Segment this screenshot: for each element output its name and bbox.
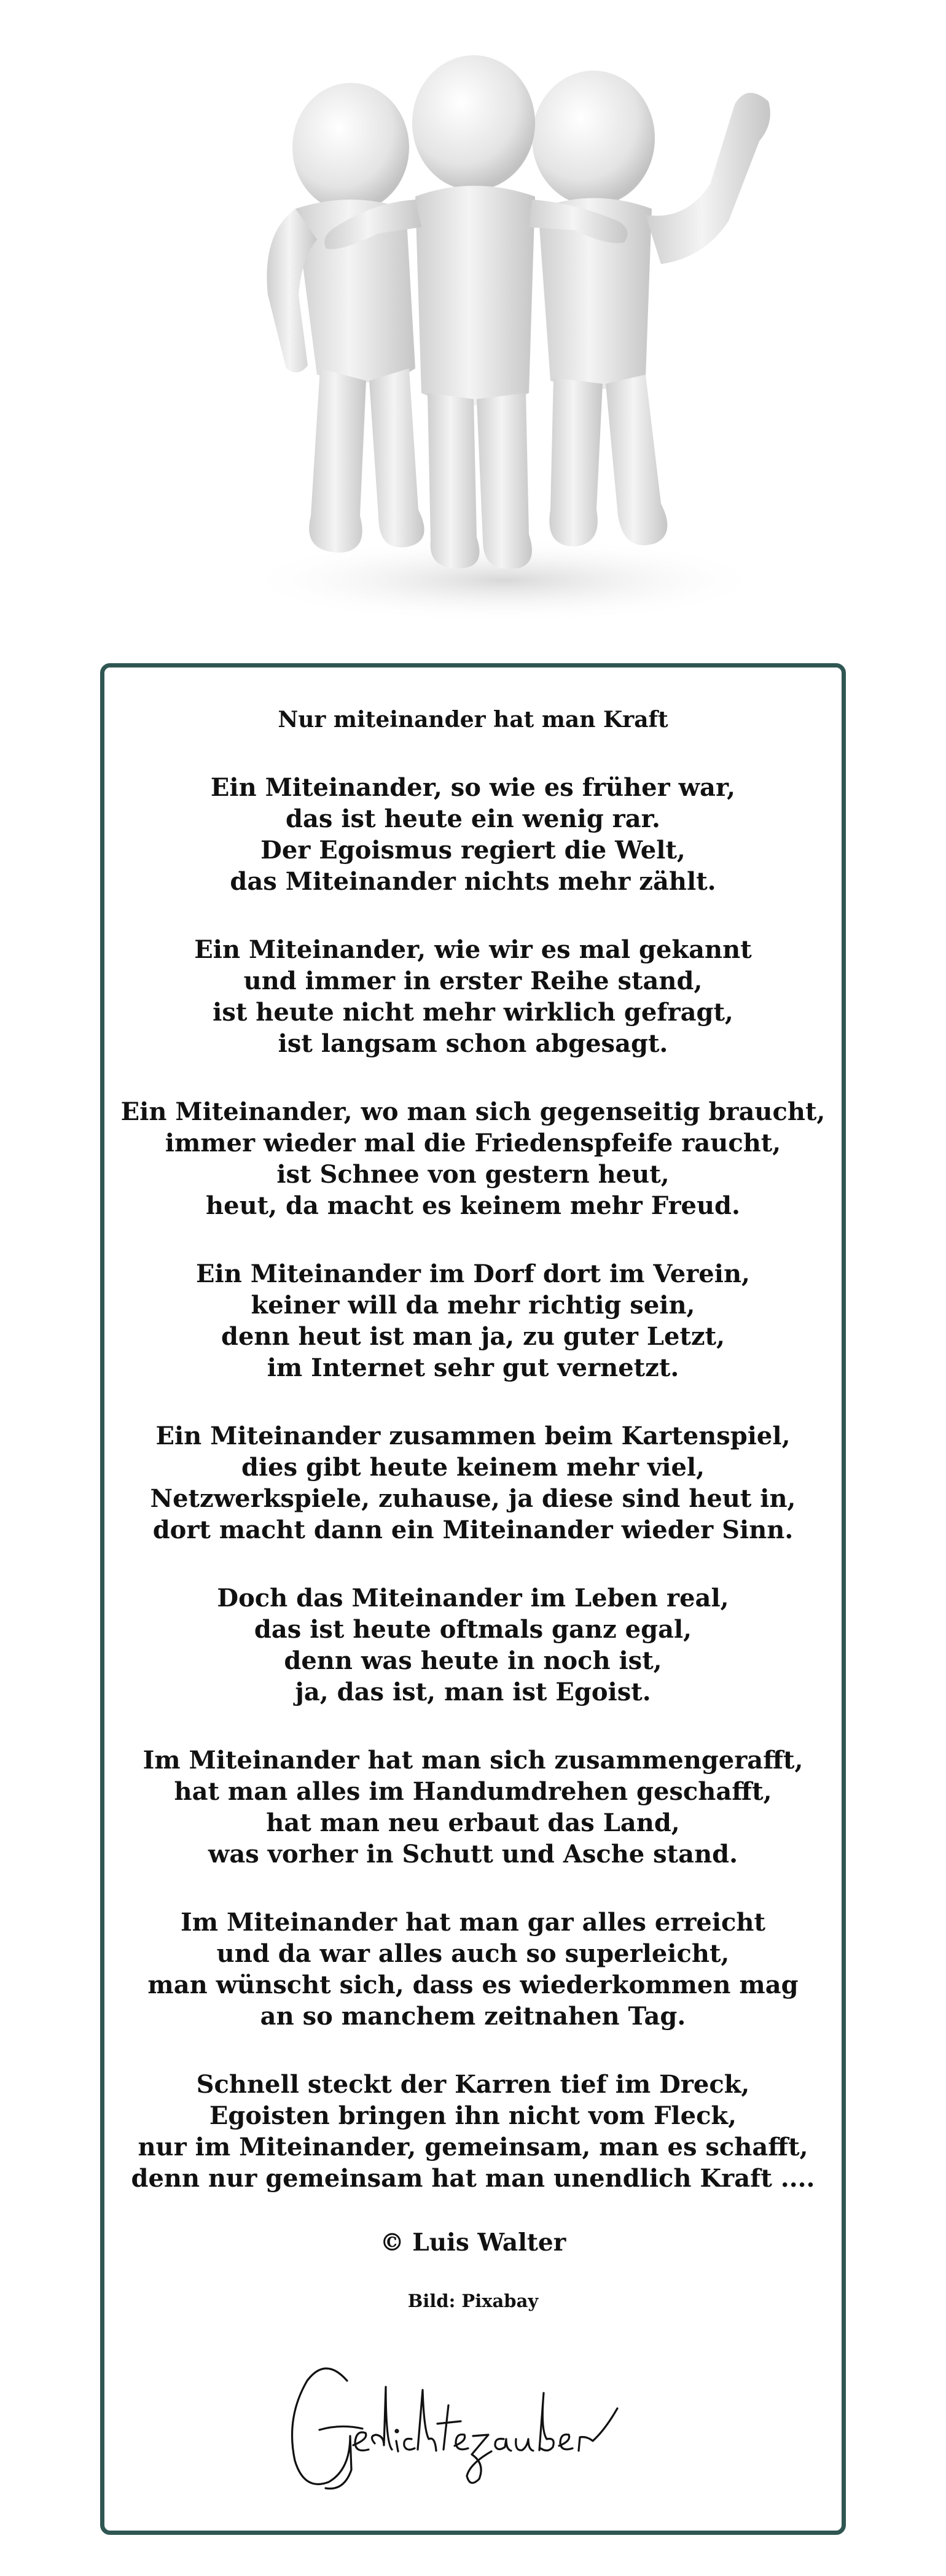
right-figure: [532, 71, 770, 547]
stanza-line: nur im Miteinander, gemeinsam, man es schafft,: [138, 2133, 808, 2162]
stanza-line: heut, da macht es keinem mehr Freud.: [206, 1191, 740, 1220]
stanza-line: denn nur gemeinsam hat man unendlich Kraft ....: [131, 2164, 815, 2193]
three-friends-arm-in-arm-icon: [194, 25, 815, 629]
stanza: [104, 1420, 842, 1582]
stanza-line: denn was heute in noch ist,: [284, 1646, 662, 1675]
poem-title: Nur miteinander hat man Kraft: [278, 707, 668, 733]
stanza: [104, 934, 842, 1096]
stanza-line: hat man alles im Handumdrehen geschafft,: [174, 1777, 772, 1806]
stanza-line: Ein Miteinander, so wie es früher war,: [210, 773, 736, 802]
stanza-line: Im Miteinander hat man gar alles erreicht: [181, 1908, 765, 1937]
stanza-line: Schnell steckt der Karren tief im Dreck,: [196, 2070, 750, 2099]
stanza-line: das ist heute ein wenig rar.: [286, 804, 660, 833]
three-figures-illustration: [194, 25, 815, 629]
stanza: [104, 1096, 842, 1258]
stanza-line: hat man neu erbaut das Land,: [266, 1808, 680, 1837]
author-credit: © Luis Walter: [380, 2228, 566, 2257]
stanza-line: man wünscht sich, dass es wiederkommen mag: [147, 1971, 799, 1999]
poem-stanzas: [104, 772, 842, 2231]
stanza-line: im Internet sehr gut vernetzt.: [267, 1353, 679, 1382]
stanza: [104, 1258, 842, 1420]
stanza-line: denn heut ist man ja, zu guter Letzt,: [221, 1322, 725, 1351]
poem-card: [100, 663, 846, 2535]
stanza-line: an so manchem zeitnahen Tag.: [260, 2002, 686, 2031]
stanza-line: das ist heute oftmals ganz egal,: [254, 1615, 692, 1644]
stanza-line: und da war alles auch so superleicht,: [216, 1939, 730, 1968]
gedichtezauber-signature-logo: [283, 2338, 663, 2497]
stanza-line: dort macht dann ein Miteinander wieder Sinn.: [152, 1516, 794, 1544]
stanza-line: immer wieder mal die Friedenspfeife raucht,: [165, 1129, 781, 1158]
stanza-line: keiner will da mehr richtig sein,: [251, 1291, 695, 1320]
stanza: [104, 772, 842, 934]
stanza-line: Im Miteinander hat man sich zusammengerafft,: [143, 1746, 803, 1775]
stanza-line: Netzwerkspiele, zuhause, ja diese sind heut in,: [150, 1484, 796, 1513]
stanza-line: ist heute nicht mehr wirklich gefragt,: [213, 998, 733, 1027]
stanza: [104, 1582, 842, 1745]
stanza-line: dies gibt heute keinem mehr viel,: [241, 1453, 705, 1482]
stanza: [104, 2069, 842, 2231]
stanza-line: und immer in erster Reihe stand,: [243, 967, 703, 995]
stanza-line: ist langsam schon abgesagt.: [278, 1029, 668, 1058]
image-credit: Bild: Pixabay: [407, 2290, 539, 2311]
stanza-line: Ein Miteinander, wie wir es mal gekannt: [194, 935, 752, 964]
stanza-line: Ein Miteinander im Dorf dort im Verein,: [196, 1259, 750, 1288]
stanza-line: Egoisten bringen ihn nicht vom Fleck,: [209, 2101, 737, 2130]
stanza-line: ist Schnee von gestern heut,: [276, 1160, 670, 1189]
stanza: [104, 1745, 842, 1907]
stanza-line: ja, das ist, man ist Egoist.: [295, 1678, 651, 1706]
stanza-line: Ein Miteinander, wo man sich gegenseitig braucht,: [120, 1097, 826, 1126]
stanza-line: das Miteinander nichts mehr zählt.: [230, 867, 716, 896]
left-figure: [267, 83, 424, 553]
stanza: [104, 1907, 842, 2069]
stanza-line: Ein Miteinander zusammen beim Kartenspiel,: [155, 1422, 791, 1450]
stanza-line: Der Egoismus regiert die Welt,: [260, 836, 686, 865]
stanza-line: Doch das Miteinander im Leben real,: [217, 1584, 729, 1613]
stanza-line: was vorher in Schutt und Asche stand.: [208, 1840, 738, 1869]
